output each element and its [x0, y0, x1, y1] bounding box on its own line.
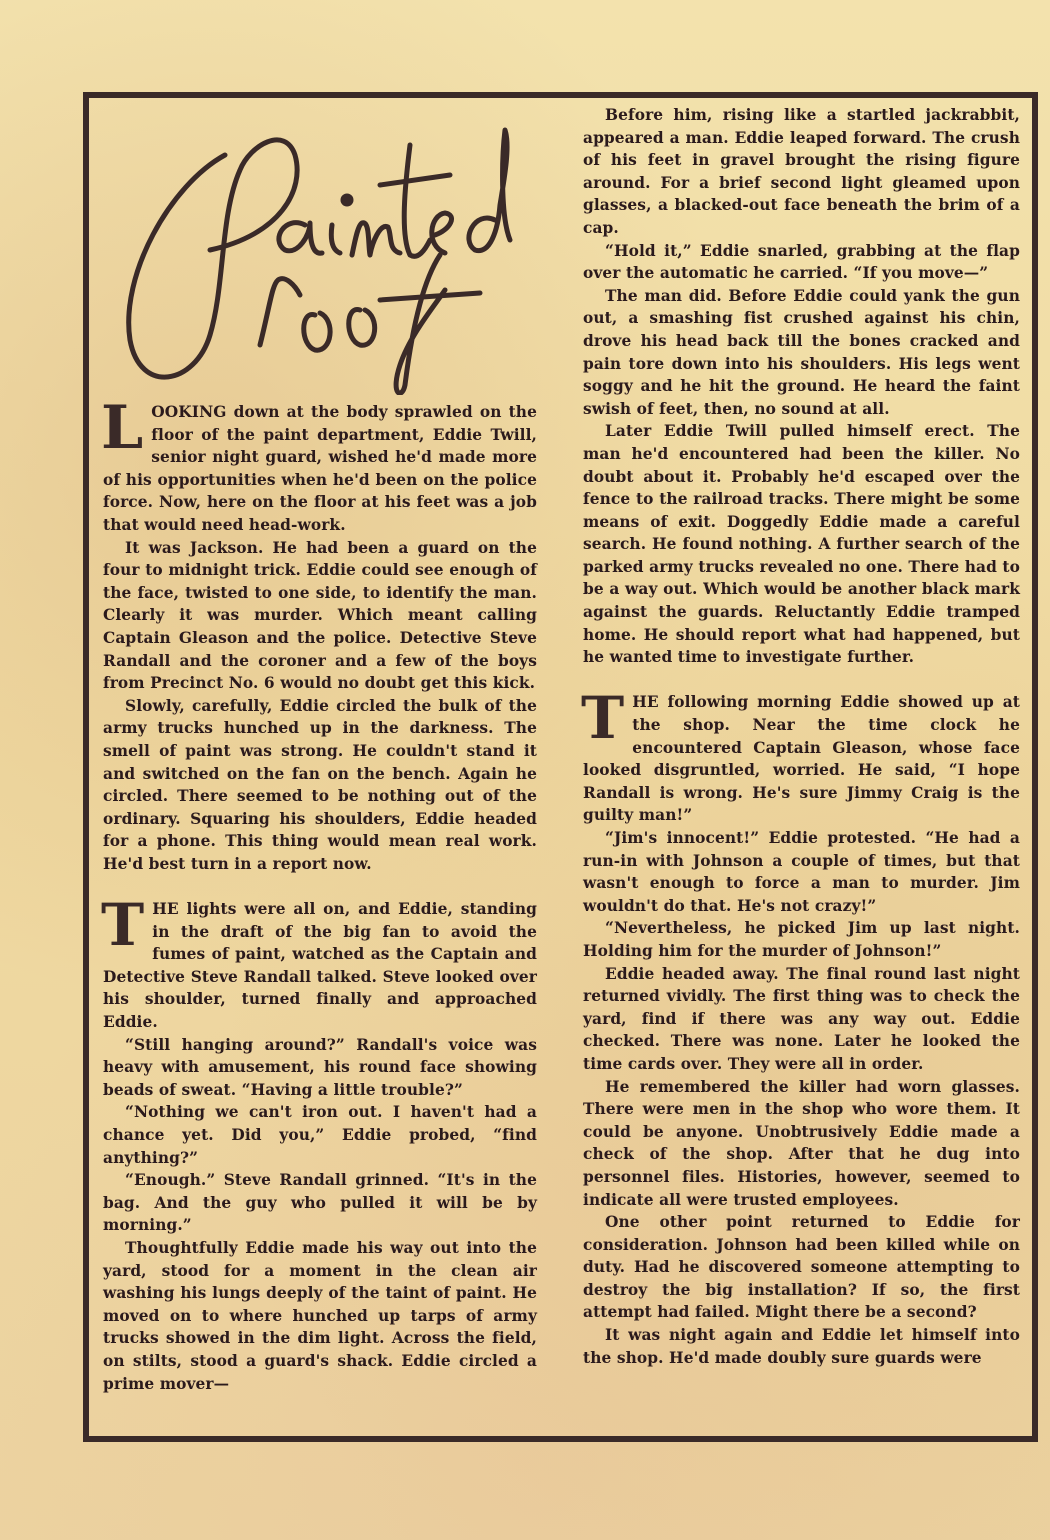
paragraph-text: HE lights were all on, and Eddie, standing in the draft of the big fan to avoid the fumes of paint, watched as the Captain and Detective Steve Randall talked. Steve looked over his shoulder, turned finally and approached Eddie. — [103, 900, 537, 1032]
paragraph: Eddie headed away. The final round last night returned vividly. The first thing was to check the yard, find if there was any way out. Eddie checked. There was none. Later he looked the time cards over. They were all in order. — [583, 964, 1020, 1073]
paragraph: “Hold it,” Eddie snarled, grabbing at the flap over the automatic he carried. “If you move—” — [583, 241, 1020, 283]
paragraph: One other point returned to Eddie for consideration. Johnson had been killed while on duty. Had he discovered someone attempting to destroy the big installation? If so, the first attempt had failed. Might there be a second? — [583, 1213, 1020, 1322]
paragraph: Thoughtfully Eddie made his way out into the yard, stood for a moment in the clean air washing his lungs deeply of the taint of paint. He moved on to where hunched up tarps of army trucks showed in the dim light. Across the field, on stilts, stood a guard's shack. Eddie circled a prime mover— — [103, 1238, 537, 1393]
paragraph — [581, 684, 1020, 827]
paragraph: The man did. Before Eddie could yank the gun out, a smashing fist crushed against his chin, drove his head back till the bones cracked and pain tore down into his shoulders. His legs went soggy and he hit the ground. He heard the faint swish of feet, then, no sound at all. — [583, 286, 1020, 418]
paragraph: It was Jackson. He had been a guard on the four to midnight trick. Eddie could see enough of the face, twisted to one side, to identify the man. Clearly it was murder. Which meant calling Captain Gleason and the police. Detective Steve Randall and the coroner and a few of the boys from Precinct No. 6 would no doubt get this kick. — [103, 538, 537, 693]
paragraph: “Jim's innocent!” Eddie protested. “He had a run-in with Johnson a couple of times, but that wasn't enough to force a man to murder. Jim wouldn't do that. He's not crazy!” — [583, 829, 1020, 915]
paragraph: “Nevertheless, he picked Jim up last night. Holding him for the murder of Johnson!” — [583, 919, 1020, 960]
paragraph: “Nothing we can't iron out. I haven't had a chance yet. Did you,” Eddie probed, “find anything?” — [103, 1103, 537, 1167]
paragraph: Slowly, carefully, Eddie circled the bulk of the army trucks hunched up in the darkness. The smell of paint was strong. He couldn't stand it and switched on the fan on the bench. Again he circled. There seemed to be nothing out of the ordinary. Squaring his shoulders, Eddie headed for a phone. This thing would mean real work. He'd best turn in a report now. — [103, 696, 537, 873]
left-text-column — [101, 393, 537, 1395]
story-title — [100, 105, 540, 395]
paragraph — [101, 891, 537, 1034]
paragraph-text: HE following morning Eddie showed up at the shop. Near the time clock he encountered Captain Gleason, whose face looked disgruntled, worried. He said, “I hope Randall is wrong. He's sure Jimmy Craig is the guilty man!” — [583, 693, 1020, 825]
paragraph: It was night again and Eddie let himself into the shop. He'd made doubly sure guards were — [583, 1326, 1020, 1367]
script-title-lettering — [100, 105, 540, 395]
paragraph: Later Eddie Twill pulled himself erect. The man he'd encountered had been the killer. No doubt about it. Probably he'd escaped over the fence to the railroad tracks. There might be some means of exit. Doggedly Eddie made a careful search. He found nothing. A further search of the parked army trucks revealed no one. There had to be a way out. Which would be another black mark against the guards. Reluctantly Eddie tramped home. He should report what had happened, but he wanted time to investigate further. — [583, 422, 1020, 667]
drop-cap: T — [101, 891, 145, 960]
paragraph: Before him, rising like a startled jackrabbit, appeared a man. Eddie leaped forward. The crush of his feet in gravel brought the rising figure around. For a brief second light gleamed upon glasses, a blacked-out face beneath the brim of a cap. — [583, 106, 1020, 237]
paragraph-text: OOKING down at the body sprawled on the floor of the paint department, Eddie Twill, senior night guard, wished he'd made more of his opportunities when he'd been on the police force. Now, here on the floor at his feet was a job that would need head-work. — [103, 403, 537, 534]
paragraph: “Enough.” Steve Randall grinned. “It's in the bag. And the guy who pulled it will be by morning.” — [103, 1171, 537, 1235]
paragraph: He remembered the killer had worn glasses. There were men in the shop who wore them. It could be anyone. Unobtrusively Eddie made a check of the shop. After that he dug into personnel files. Histories, however, seemed to indicate all were trusted employees. — [583, 1077, 1020, 1209]
paragraph — [101, 393, 537, 537]
paragraph: “Still hanging around?” Randall's voice was heavy with amusement, his round face showing beads of sweat. “Having a little trouble?” — [103, 1035, 537, 1099]
right-text-column — [583, 104, 1020, 1369]
drop-cap: L — [101, 393, 144, 463]
drop-cap: T — [581, 684, 625, 753]
